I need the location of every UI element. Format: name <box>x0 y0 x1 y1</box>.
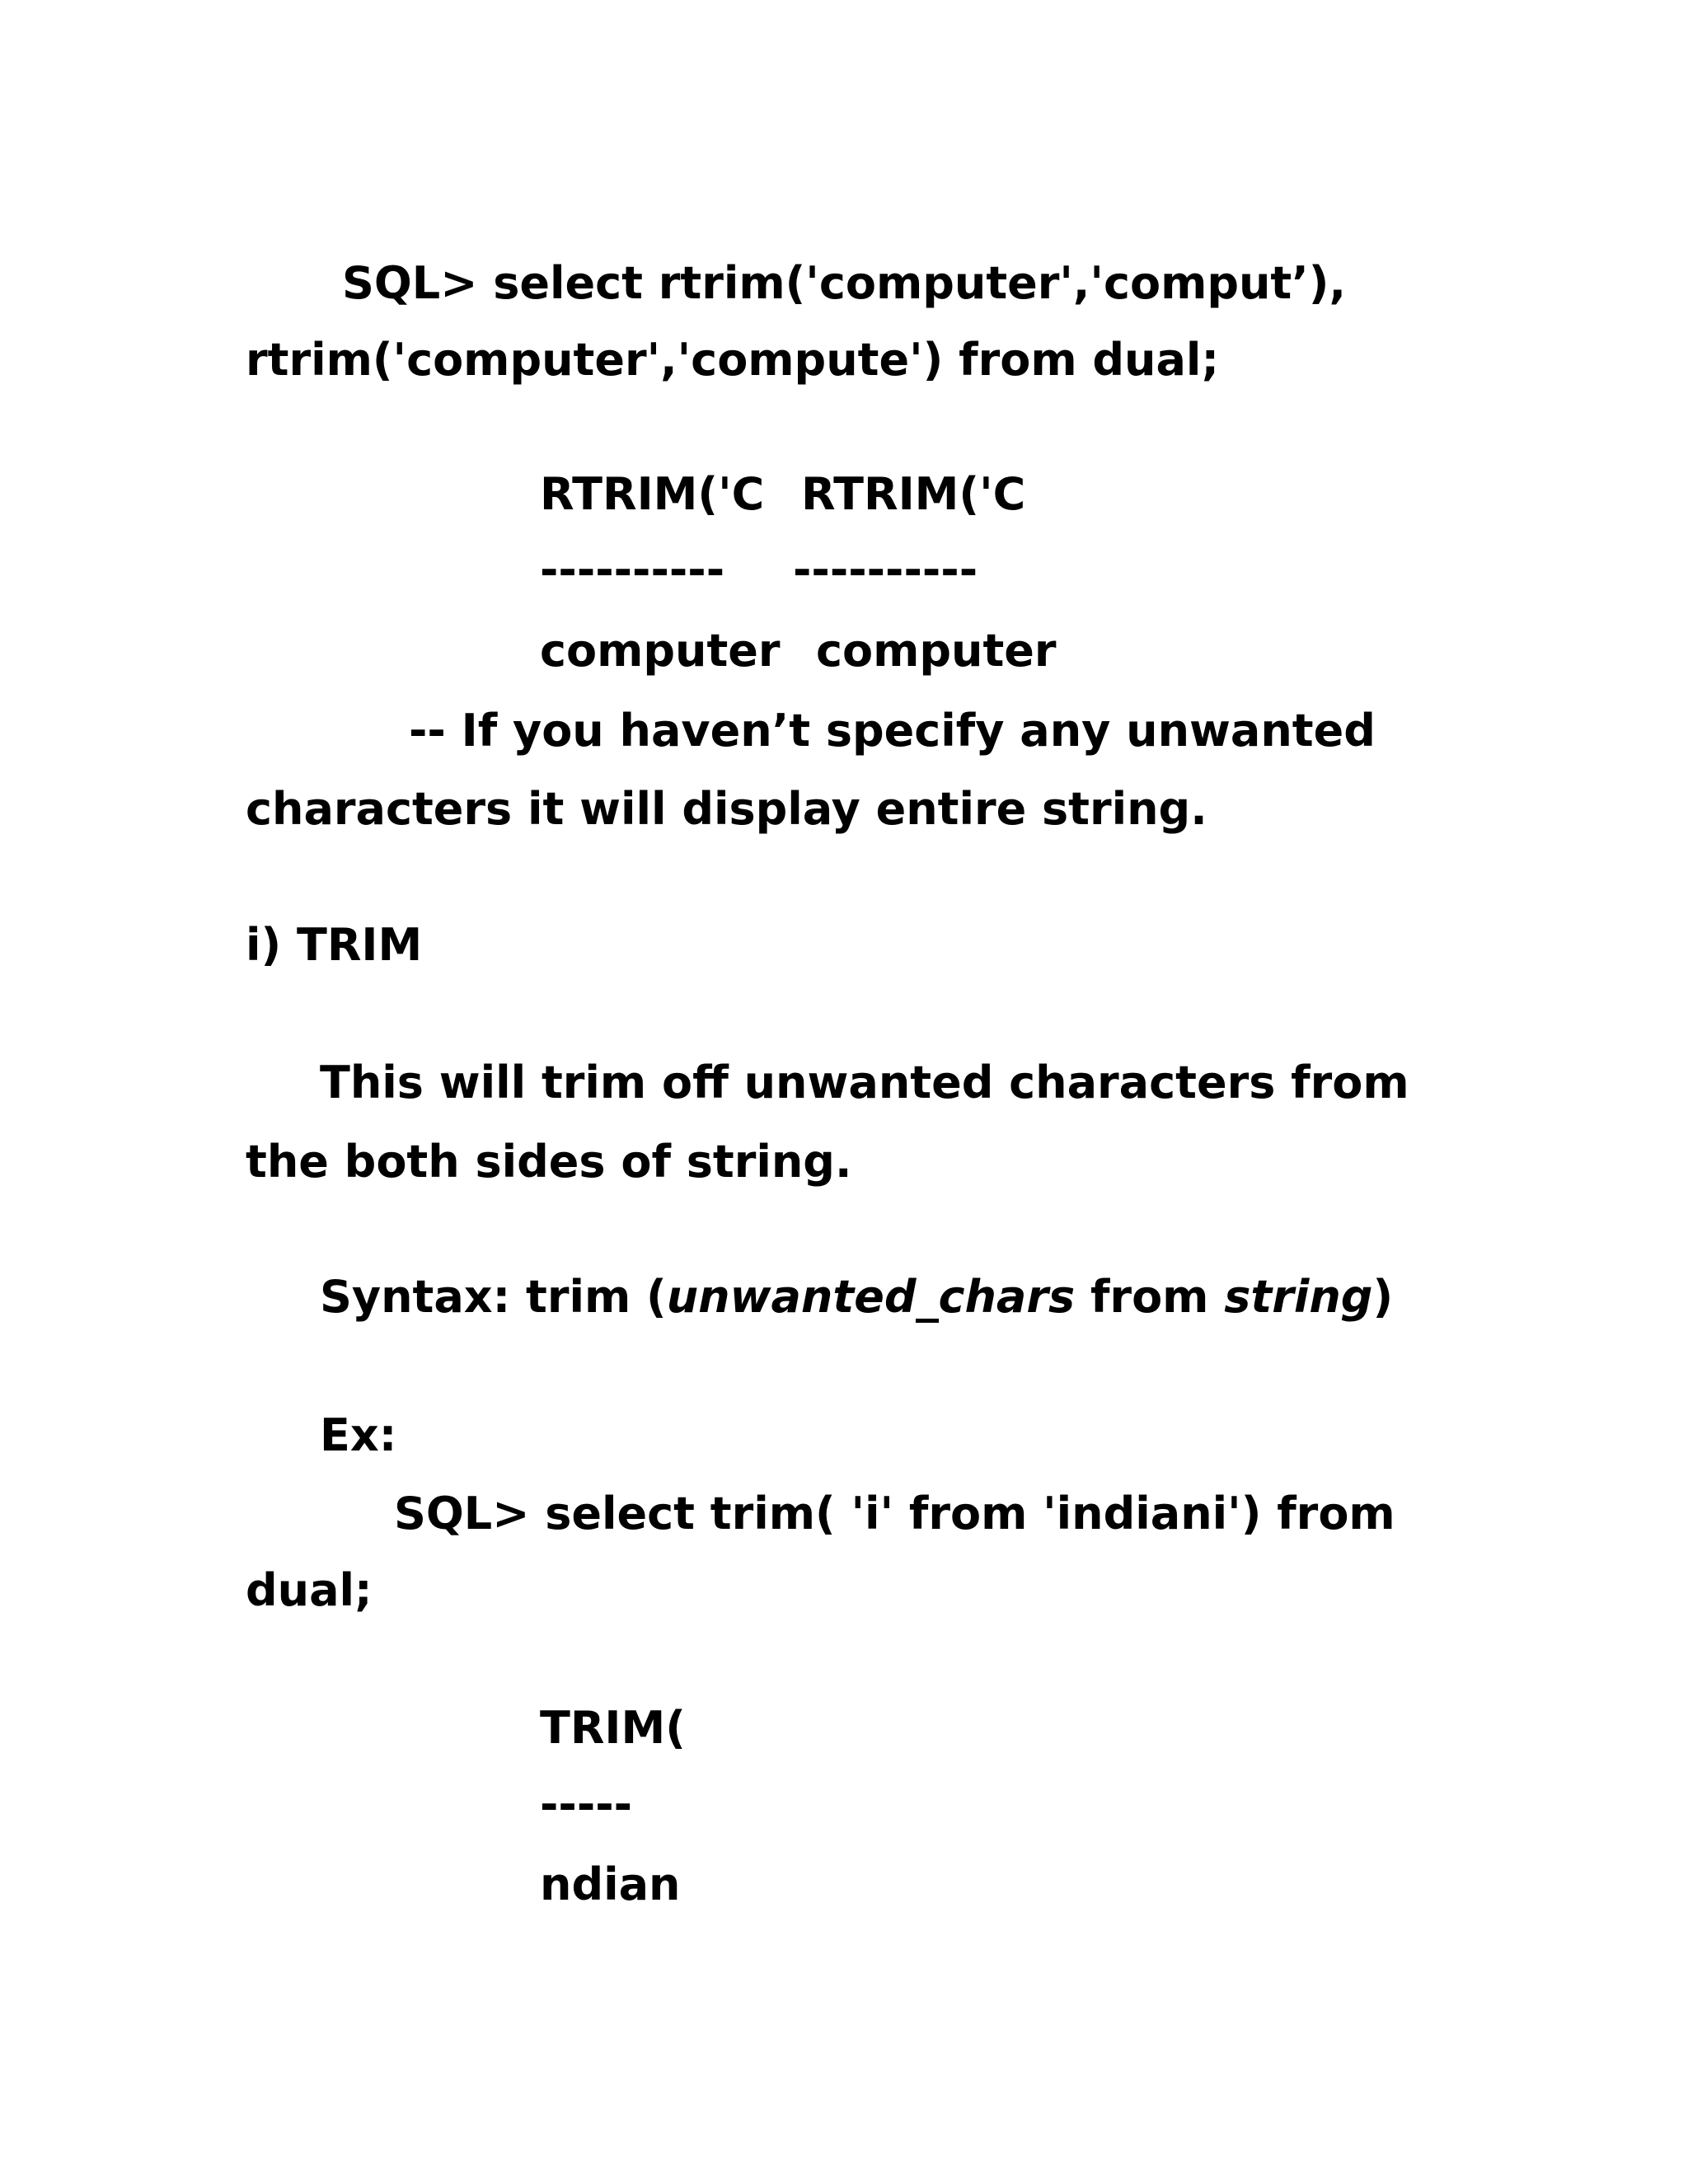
result2-dashes: ----- <box>540 1779 633 1830</box>
syntax-prefix: Syntax: trim ( <box>320 1271 667 1323</box>
result1-header-col2: RTRIM('C <box>801 468 1026 520</box>
example-label: Ex: <box>320 1409 397 1461</box>
query1-line1: SQL> select rtrim('computer','comput’), <box>342 257 1346 309</box>
section-description-line2: the both sides of string. <box>246 1136 852 1188</box>
result1-dashes-col1: ---------- <box>540 544 725 596</box>
syntax-middle: from <box>1075 1271 1225 1323</box>
note-line2: characters it will display entire string. <box>246 783 1207 835</box>
result2-value: ndian <box>540 1858 681 1910</box>
syntax-arg2: string <box>1224 1271 1373 1323</box>
result1-header-col1: RTRIM('C <box>540 468 765 520</box>
result2-header: TRIM( <box>540 1702 686 1754</box>
result1-dashes-col2: ---------- <box>793 544 978 596</box>
section-description-line1: This will trim off unwanted characters from <box>320 1057 1409 1108</box>
example-line2: dual; <box>246 1564 373 1616</box>
result1-value-col2: computer <box>816 625 1057 677</box>
syntax-line <box>320 1271 1393 1324</box>
result1-value-col1: computer <box>540 625 781 677</box>
syntax-arg1: unwanted_chars <box>666 1271 1076 1323</box>
section-heading: i) TRIM <box>246 919 423 971</box>
syntax-suffix: ) <box>1372 1271 1394 1323</box>
note-line1: -- If you haven’t specify any unwanted <box>409 705 1376 757</box>
query1-line2: rtrim('computer','compute') from dual; <box>246 334 1220 386</box>
example-line1: SQL> select trim( 'i' from 'indiani') from <box>394 1488 1395 1540</box>
